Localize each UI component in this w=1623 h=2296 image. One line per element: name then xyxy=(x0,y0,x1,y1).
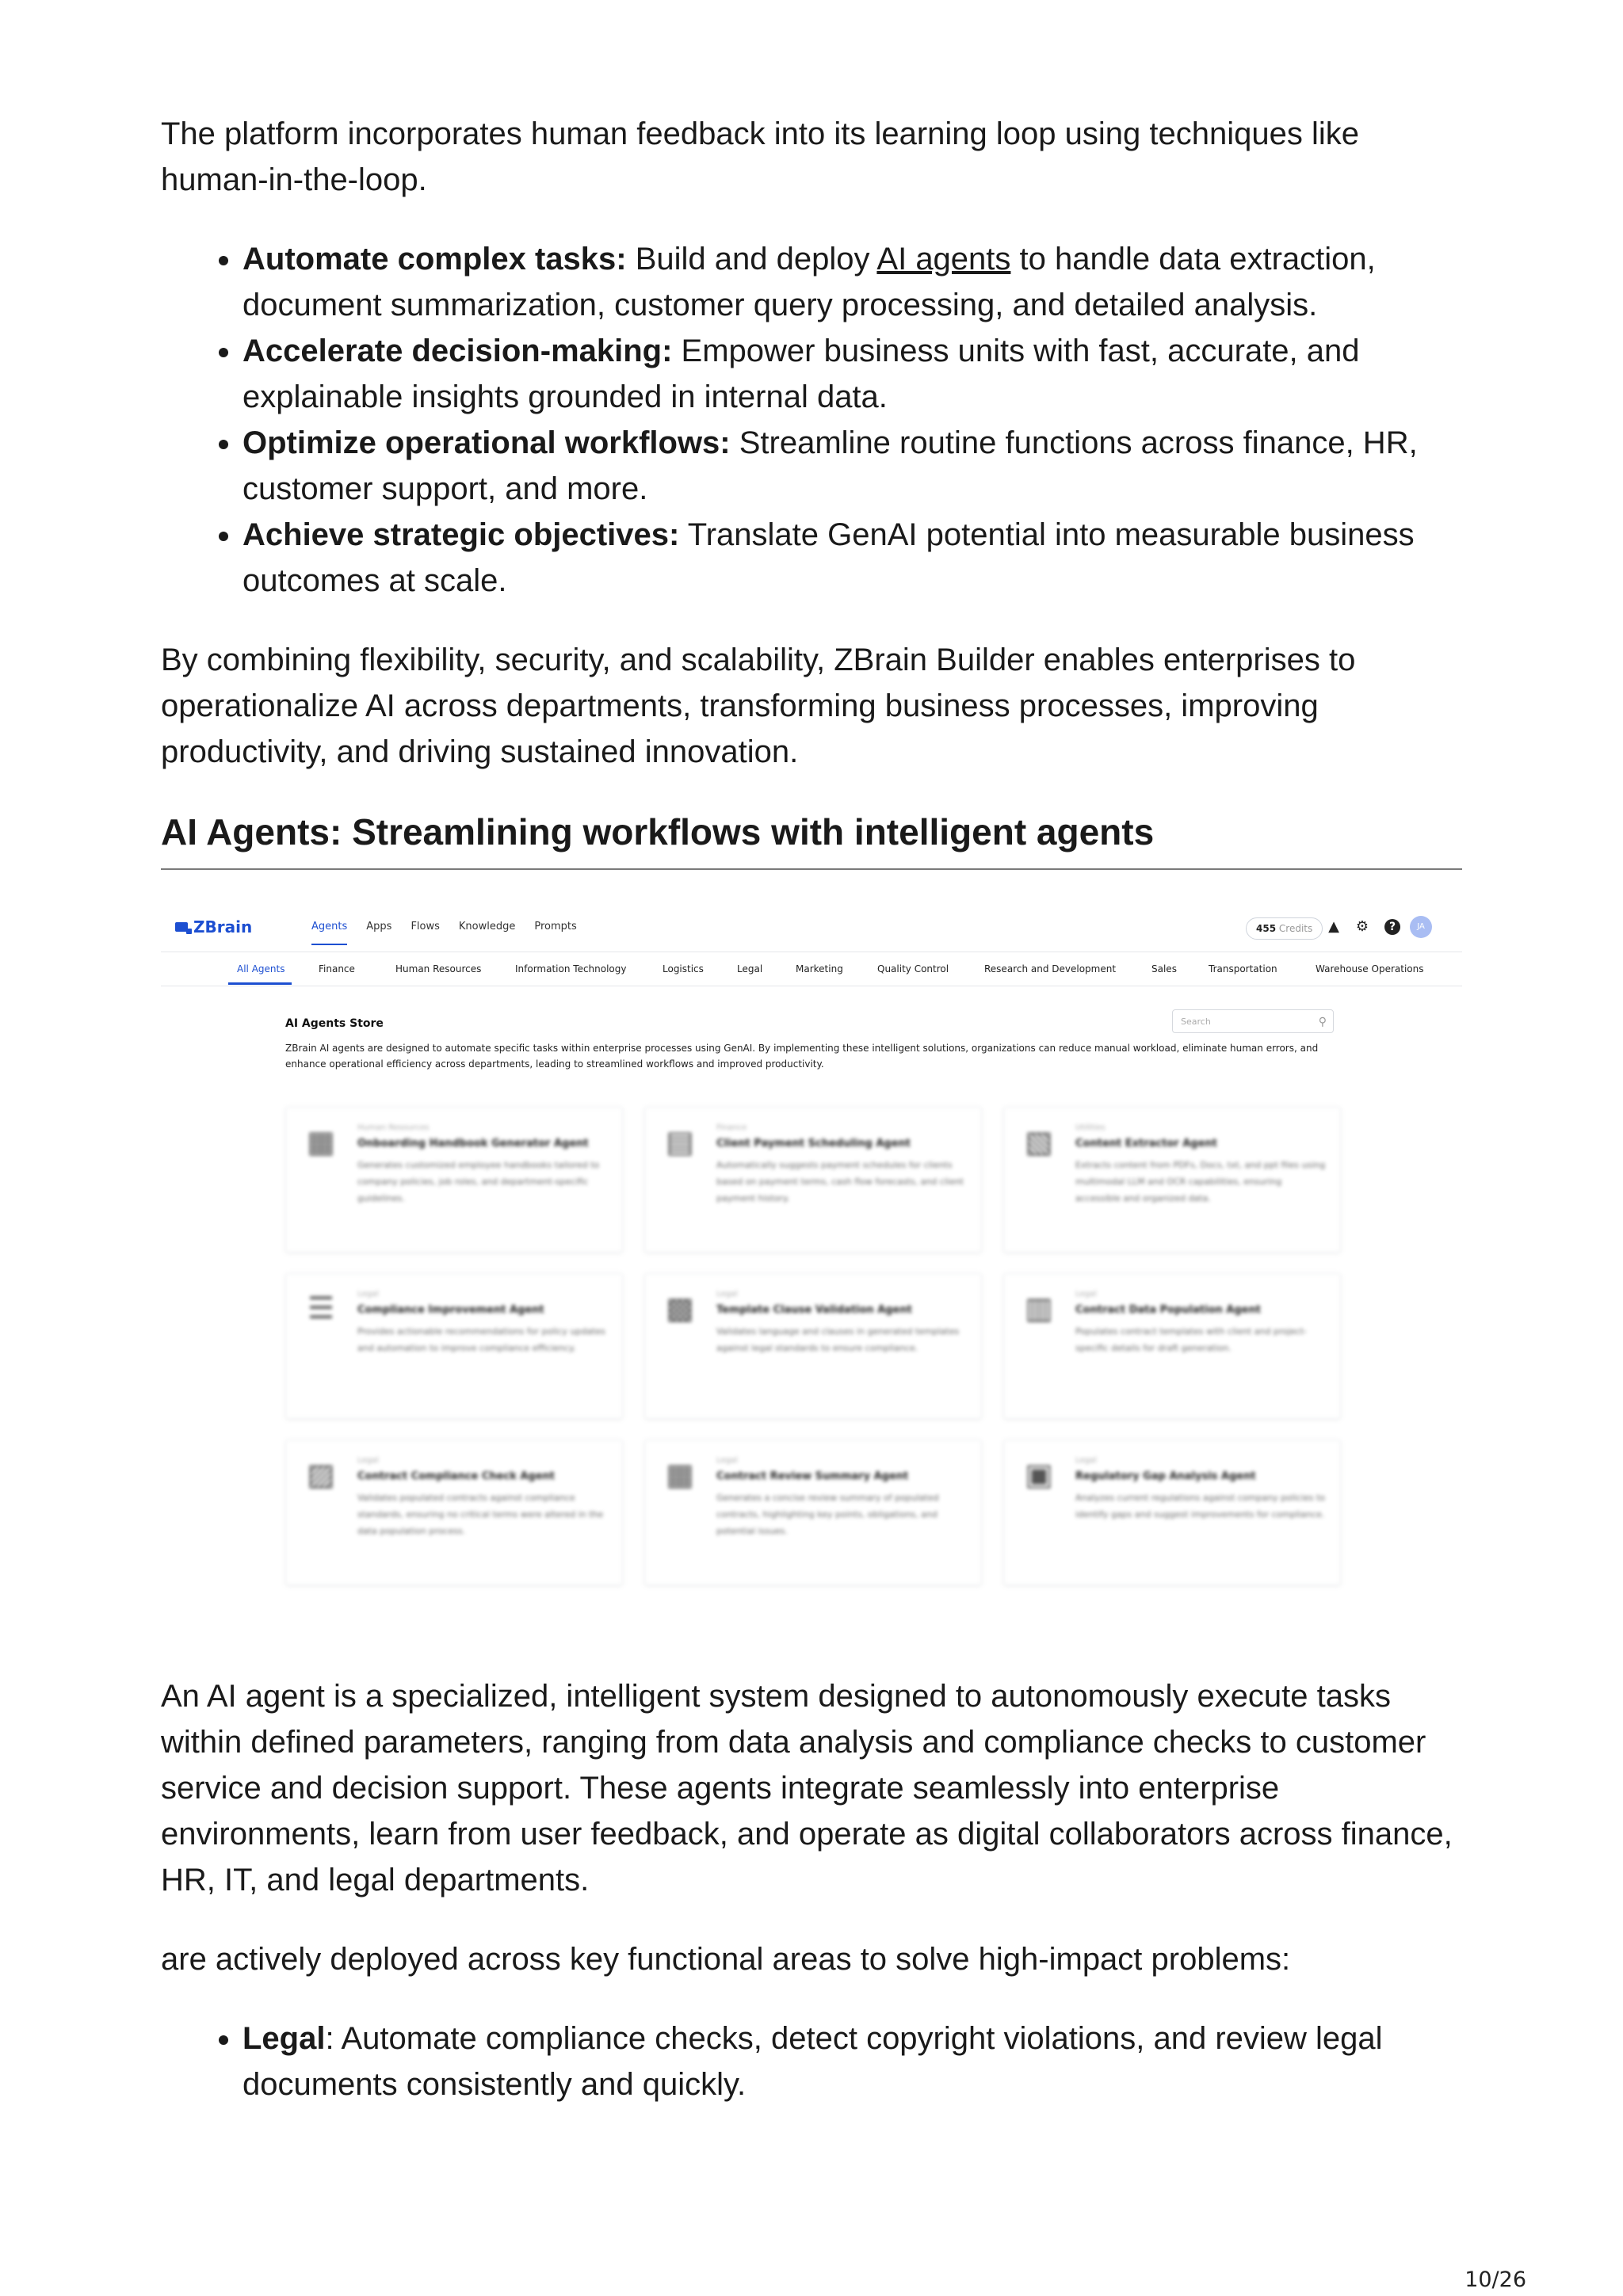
zbrain-logo-icon xyxy=(175,922,188,932)
store-title: AI Agents Store xyxy=(285,1017,384,1030)
agent-category: Utilities xyxy=(1075,1123,1106,1132)
tab-quality-control[interactable]: Quality Control xyxy=(877,963,949,974)
bullet-text: Streamline routine functions across finance, HR, customer support, and more. xyxy=(242,425,1418,506)
agent-card[interactable] xyxy=(1003,1107,1341,1253)
document-extract-icon: ▧ xyxy=(1025,1124,1053,1159)
zbrain-logo[interactable] xyxy=(175,917,252,936)
search-input[interactable] xyxy=(1172,1009,1334,1033)
agent-card[interactable] xyxy=(285,1440,623,1585)
nav-apps[interactable]: Apps xyxy=(366,921,392,933)
document-check-icon: ▨ xyxy=(307,1457,335,1492)
brand-name: ZBrain xyxy=(193,917,253,936)
nav-prompts[interactable]: Prompts xyxy=(534,921,577,933)
list-item xyxy=(242,2016,1462,2107)
agent-name: Template Clause Validation Agent xyxy=(716,1304,912,1316)
closing-paragraph: By combining flexibility, security, and scalability, ZBrain Builder enables enterprises to operationalize AI across departments, transforming business processes, improving productivity, and driving sustained innovation. xyxy=(161,643,1356,769)
article-body xyxy=(161,111,1462,870)
bullet-title: Automate complex tasks: xyxy=(242,242,627,277)
agent-card[interactable] xyxy=(644,1440,982,1585)
agent-name: Contract Compliance Check Agent xyxy=(357,1470,556,1482)
agent-name: Regulatory Gap Analysis Agent xyxy=(1075,1470,1256,1482)
list-item xyxy=(242,512,1462,604)
avatar[interactable]: JA xyxy=(1410,916,1432,938)
tab-human-resources[interactable]: Human Resources xyxy=(395,963,482,974)
agent-card[interactable] xyxy=(1003,1440,1341,1585)
clipboard-icon: ▩ xyxy=(666,1291,694,1325)
agent-name: Contract Review Summary Agent xyxy=(716,1470,909,1482)
agent-description: Provides actionable recommendations for policy updates and automation to improve compliance efficiency. xyxy=(357,1326,605,1353)
tab-finance[interactable]: Finance xyxy=(319,963,355,974)
list-item xyxy=(242,420,1462,512)
bullet-text: to handle data extraction, document summarization, customer query processing, and detailed analysis. xyxy=(242,242,1376,322)
agent-description: Generates a concise review summary of populated contracts, highlighting key points, obligations, and potential issues. xyxy=(716,1493,939,1536)
category-tabs xyxy=(161,952,1462,986)
agent-description: Validates populated contracts against compliance standards, ensuring no critical terms were altered in the data population process. xyxy=(357,1493,604,1536)
search-placeholder: Search xyxy=(1181,1016,1211,1027)
agent-category: Legal xyxy=(1075,1456,1097,1465)
agent-category: Legal xyxy=(716,1290,738,1299)
tab-all-agents[interactable]: All Agents xyxy=(237,963,285,974)
intro-paragraph: The platform incorporates human feedback into its learning loop using techniques like human-in-the-loop. xyxy=(161,116,1359,197)
agent-category: Legal xyxy=(357,1456,379,1465)
analysis-icon: ▣ xyxy=(1025,1457,1053,1492)
agent-category: Legal xyxy=(357,1290,379,1299)
agent-description: Extracts content from PDFs, Docs, txt, and ppt files using multimodal LLM and OCR capabilities, ensuring accessible and organized data. xyxy=(1075,1160,1326,1203)
agent-card[interactable] xyxy=(285,1273,623,1419)
agent-description: Generates customized employee handbooks tailored to company policies, job roles, and department-specific guidelines. xyxy=(357,1160,600,1203)
agent-name: Compliance Improvement Agent xyxy=(357,1304,544,1316)
bullet-title: Accelerate decision-making: xyxy=(242,334,673,368)
agent-card[interactable] xyxy=(285,1107,623,1253)
page-number: 10/26 xyxy=(1465,2267,1526,2292)
credits-badge[interactable] xyxy=(1246,917,1323,940)
tab-transportation[interactable]: Transportation xyxy=(1209,963,1277,974)
tab-marketing[interactable]: Marketing xyxy=(796,963,843,974)
agent-category: Legal xyxy=(1075,1290,1097,1299)
agent-card[interactable] xyxy=(1003,1273,1341,1419)
calendar-icon: ▤ xyxy=(666,1124,694,1159)
main-nav xyxy=(311,921,577,945)
data-columns-icon: ▥ xyxy=(1025,1291,1053,1325)
tab-research-and-development[interactable]: Research and Development xyxy=(984,963,1117,974)
functional-areas-list xyxy=(161,2016,1462,2107)
app-topbar xyxy=(161,903,1462,951)
capabilities-list xyxy=(161,236,1462,604)
agent-definition-paragraph: An AI agent is a specialized, intelligent system designed to autonomously execute tasks within defined parameters, ranging from data analysis and compliance checks to customer service and decision support. These agents integrate seamlessly into enterprise environments, learn from user feedback, and operate as digital collaborators across finance, HR, IT, and legal departments. xyxy=(161,1679,1453,1897)
credits-count: 455 xyxy=(1256,923,1277,934)
agent-card[interactable] xyxy=(644,1107,982,1253)
user-badge-icon: ▦ xyxy=(307,1124,335,1159)
bullet-title: Optimize operational workflows: xyxy=(242,425,731,460)
agent-name: Contract Data Population Agent xyxy=(1075,1304,1261,1316)
bullet-title: Achieve strategic objectives: xyxy=(242,517,680,552)
agent-category: Finance xyxy=(716,1123,747,1132)
active-tab-indicator xyxy=(228,982,292,985)
agent-name: Onboarding Handbook Generator Agent xyxy=(357,1138,589,1150)
article-body-continued xyxy=(161,1673,1462,2107)
agent-description: Populates contract templates with client and project-specific details for draft generation. xyxy=(1075,1326,1307,1353)
store-description: ZBrain AI agents are designed to automate specific tasks within enterprise processes using GenAI. By implementing these intelligent solutions, organizations can reduce manual workload, eliminate human errors, and enhance operational efficiency across departments, leading to streamlined workflows and improved productivity. xyxy=(285,1043,1319,1070)
tab-legal[interactable]: Legal xyxy=(737,963,763,974)
agent-name: Client Payment Scheduling Agent xyxy=(716,1138,911,1150)
bullet-text: Build and deploy xyxy=(626,242,877,277)
help-icon[interactable]: ? xyxy=(1384,919,1400,935)
document-search-icon: ▦ xyxy=(666,1457,694,1492)
nav-flows[interactable]: Flows xyxy=(411,921,440,933)
rocket-icon[interactable]: ▲ xyxy=(1328,918,1339,935)
tab-information-technology[interactable]: Information Technology xyxy=(515,963,627,974)
agent-category: Legal xyxy=(716,1456,738,1465)
bullet-text: Translate GenAI potential into measurable business outcomes at scale. xyxy=(242,517,1415,598)
nav-knowledge[interactable]: Knowledge xyxy=(458,921,516,933)
gear-icon[interactable]: ⚙ xyxy=(1355,918,1369,935)
agent-category: Human Resources xyxy=(357,1123,430,1132)
checklist-icon: ☰ xyxy=(307,1291,335,1325)
ai-agents-link[interactable]: AI agents xyxy=(876,242,1011,277)
nav-agents[interactable]: Agents xyxy=(311,921,347,945)
zbrain-screenshot xyxy=(161,903,1462,1600)
bullet-text: Empower business units with fast, accurate, and explainable insights grounded in internal data. xyxy=(242,334,1360,414)
agent-name: Content Extractor Agent xyxy=(1075,1138,1217,1150)
tab-sales[interactable]: Sales xyxy=(1151,963,1177,974)
search-icon: ⚲ xyxy=(1318,1016,1327,1028)
agent-description: Validates language and clauses in generated templates against legal standards to ensure compliance. xyxy=(716,1326,960,1353)
bullet-title: Legal xyxy=(242,2021,326,2056)
agent-card[interactable] xyxy=(644,1273,982,1419)
list-item xyxy=(242,236,1462,328)
section-heading: AI Agents: Streamlining workflows with intelligent agents xyxy=(161,810,1462,870)
agent-description: Analyzes current regulations against company policies to identify gaps and suggest improvements for compliance. xyxy=(1075,1493,1326,1520)
agent-description: Automatically suggests payment schedules for clients based on payment terms, cash flow forecasts, and client payment history. xyxy=(716,1160,964,1203)
bullet-text: : Automate compliance checks, detect copyright violations, and review legal documents consistently and quickly. xyxy=(242,2021,1383,2102)
credits-label: Credits xyxy=(1278,923,1313,934)
deployed-paragraph: are actively deployed across key functional areas to solve high-impact problems: xyxy=(161,1942,1291,1977)
list-item xyxy=(242,328,1462,420)
tab-logistics[interactable]: Logistics xyxy=(663,963,704,974)
tab-warehouse-operations[interactable]: Warehouse Operations xyxy=(1316,963,1424,974)
